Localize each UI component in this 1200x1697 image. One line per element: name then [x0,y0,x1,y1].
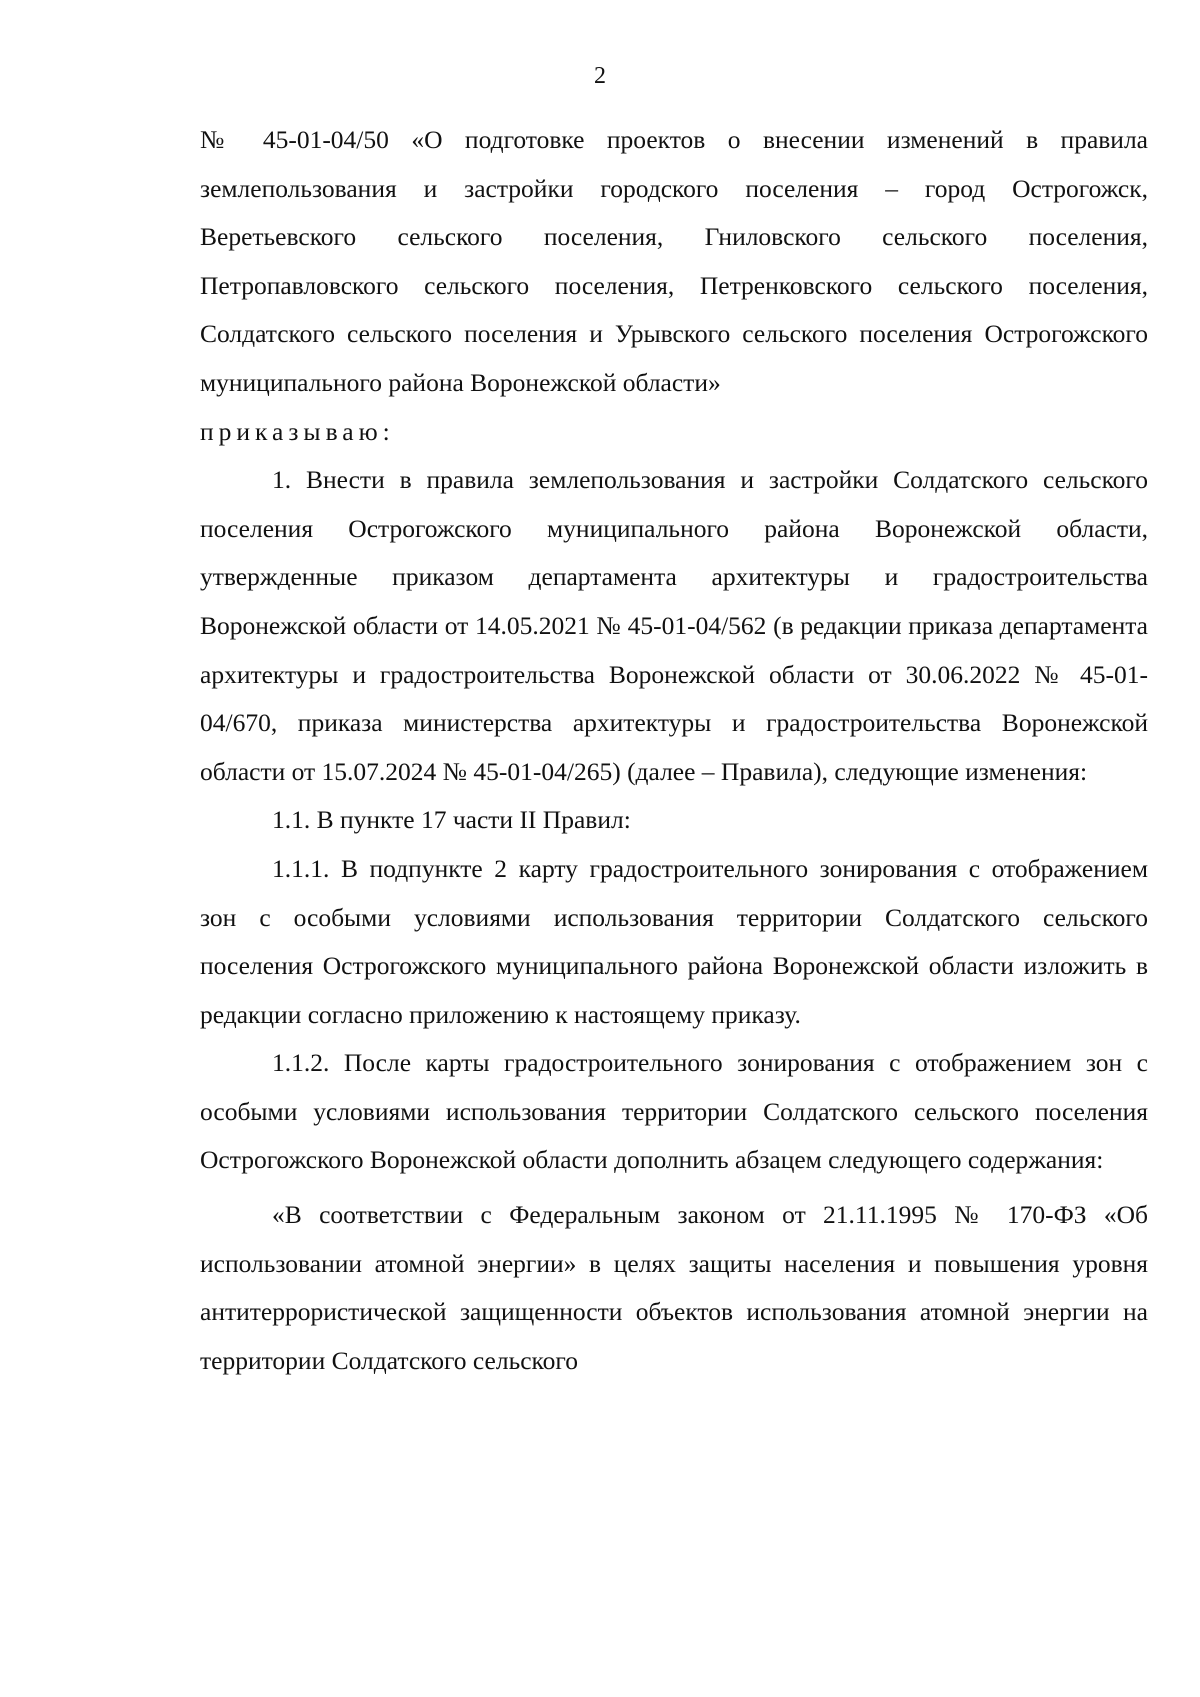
page-number: 2 [594,63,606,89]
document-body [200,116,1148,1385]
item-1-paragraph: 1. Внести в правила землепользования и застройки Солдатского сельского поселения Острогожского муниципального района Воронежской области, утвержденные приказом департамента архитектуры и градостроительства Воронежской области от 14.05.2021 № 45-01-04/562 (в редакции приказа департамента архитектуры и градостроительства Воронежской области от 30.06.2022 № 45-01-04/670, приказа министерства архитектуры и градостроительства Воронежской области от 15.07.2024 № 45-01-04/265) (далее – Правила), следующие изменения: [200,465,1148,786]
item-1-1-2-paragraph: 1.1.2. После карты градостроительного зонирования с отображением зон с особыми условиями использования территории Солдатского сельского поселения Острогожского Воронежской области дополнить абзацем следующего содержания: [200,1048,1148,1175]
order-word: приказываю: [200,416,395,446]
intro-paragraph: № 45-01-04/50 «О подготовке проектов о внесении изменений в правила землепользования и застройки городского поселения – город Острогожск, Веретьевского сельского поселения, Гниловского сельского поселения, Петропавловского сельского поселения, Петренковского сельского поселения, Солдатского сельского поселения и Урывского сельского поселения Острогожского муниципального района Воронежской области» [200,125,1148,397]
item-1-1-paragraph: 1.1. В пункте 17 части II Правил: [272,805,631,835]
quote-paragraph: «В соответствии с Федеральным законом от 21.11.1995 № 170-ФЗ «Об использовании атомной энергии» в целях защиты населения и повышения уровня антитеррористической защищенности объектов использования атомной энергии на территории Солдатского сельского [200,1200,1148,1375]
item-1-1-1-paragraph: 1.1.1. В подпункте 2 карту градостроительного зонирования с отображением зон с особыми условиями использования территории Солдатского сельского поселения Острогожского муниципального района Воронежской области изложить в редакции согласно приложению к настоящему приказу. [200,853,1148,1029]
